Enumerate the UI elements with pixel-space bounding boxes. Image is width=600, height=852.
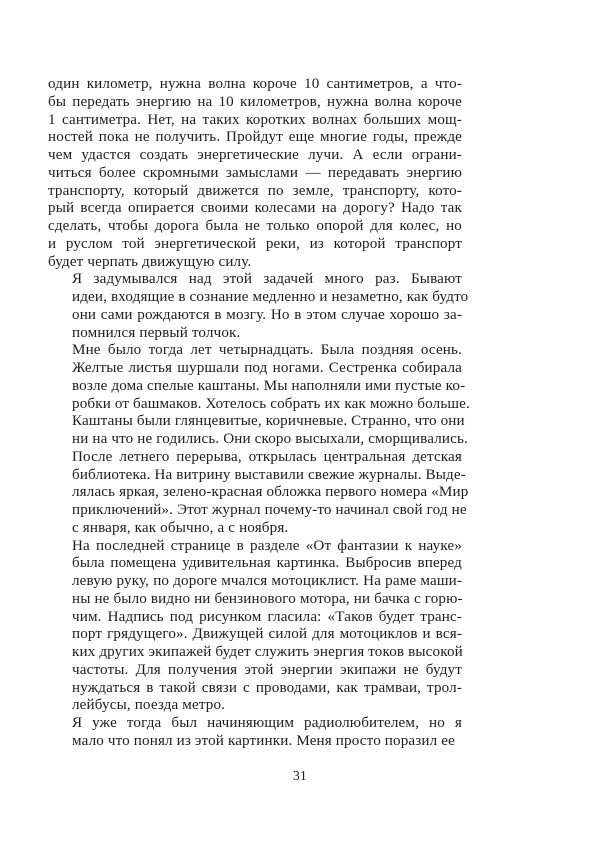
text-line: читься более скромными замыслами — передавать энергию bbox=[48, 164, 462, 181]
text-line: транспорту, который движется по земле, транспорту, кото- bbox=[48, 182, 462, 199]
paragraph bbox=[48, 448, 469, 538]
text-line: помнился первый толчок. bbox=[72, 324, 241, 341]
text-line: Желтые листья шуршали под ногами. Сестренка собирала bbox=[72, 360, 462, 376]
text-line: ностей пока не получить. Пройдут еще многие годы, прежде bbox=[48, 129, 462, 146]
paragraph bbox=[48, 271, 469, 342]
text-line: лейбусы, поезда метро. bbox=[72, 697, 226, 714]
paragraph bbox=[48, 538, 462, 716]
text-line: частоты. Для получения этой энергии экипажи не будут bbox=[72, 661, 462, 678]
text-line: идеи, входящие в сознание медленно и незаметно, как будто bbox=[72, 289, 469, 305]
paragraph bbox=[48, 342, 470, 449]
text-line: сделать, чтобы дорога была не только опорой для колес, но bbox=[48, 218, 462, 234]
paragraph bbox=[48, 715, 462, 751]
text-line: библиотека. На витрину выставили свежие журналы. Выде- bbox=[72, 466, 466, 483]
text-line: Я уже тогда был начиняющим радиолюбителем, но я bbox=[72, 715, 462, 731]
text-line: На последней странице в разделе «От фантазии к науке» bbox=[72, 537, 462, 554]
text-line: робки от башмаков. Хотелось собрать их как можно больше. bbox=[72, 395, 470, 412]
text-line: один километр, нужна волна короче 10 сантиметров, а что- bbox=[48, 76, 462, 92]
text-line: Я задумывался над этой задачей много раз. Бывают bbox=[72, 271, 462, 288]
text-line: они сами рождаются в мозгу. Но в этом случае хорошо за- bbox=[72, 306, 462, 323]
text-line: была помещена удивительная картинка. Выбросив вперед bbox=[72, 555, 462, 572]
text-line: ких других экипажей будет служить энергия токов высокой bbox=[72, 644, 463, 660]
text-line: бы передать энергию на 10 километров, нужна волна короче bbox=[48, 93, 462, 110]
text-line: 1 сантиметра. Нет, на таких коротких волнах больших мощ- bbox=[48, 111, 462, 128]
text-line: с января, как обычно, а с ноября. bbox=[72, 519, 289, 536]
text-line: рый всегда опирается своими колесами на дорогу? Надо так bbox=[48, 200, 462, 217]
text-line: будет черпать движущую силу. bbox=[48, 253, 252, 270]
text-line: нуждаться в такой связи с проводами, как трамваи, трол- bbox=[72, 679, 462, 696]
text-line: возле дома спелые каштаны. Мы наполняли ими пустые ко- bbox=[72, 377, 466, 394]
text-line: приключений». Этот журнал почему-то начинал свой год не bbox=[72, 502, 467, 518]
text-line: мало что понял из этой картинки. Меня просто поразил ее bbox=[72, 732, 455, 749]
text-line: и руслом той энергетической реки, из которой транспорт bbox=[48, 235, 462, 252]
text-line: порт грядущего». Движущей силой для мотоциклов и вся- bbox=[72, 626, 462, 643]
text-line: ни на что не годились. Они скоро высыхали, сморщивались. bbox=[72, 431, 468, 447]
text-line: лялась яркая, зелено-красная обложка первого номера «Мир bbox=[72, 484, 469, 501]
text-line: Каштаны были глянцевитые, коричневые. Странно, что они bbox=[72, 413, 465, 430]
text-line: чим. Надпись под рисунком гласила: «Таков будет транс- bbox=[72, 608, 462, 625]
text-line: чем удастся создать энергетические лучи. А если ограни- bbox=[48, 147, 462, 163]
text-line: После летнего перерыва, открылась центральная детская bbox=[72, 448, 462, 465]
text-line: Мне было тогда лет четырнадцать. Была поздняя осень. bbox=[72, 342, 462, 359]
text-line: ны не было видно ни бензинового мотора, ни бачка с горю- bbox=[72, 590, 463, 607]
paragraph bbox=[48, 76, 462, 271]
text-line: левую руку, по дороге мчался мотоциклист. На раме маши- bbox=[72, 573, 462, 589]
page-text-body bbox=[48, 76, 470, 751]
page-number: 31 bbox=[292, 768, 308, 783]
